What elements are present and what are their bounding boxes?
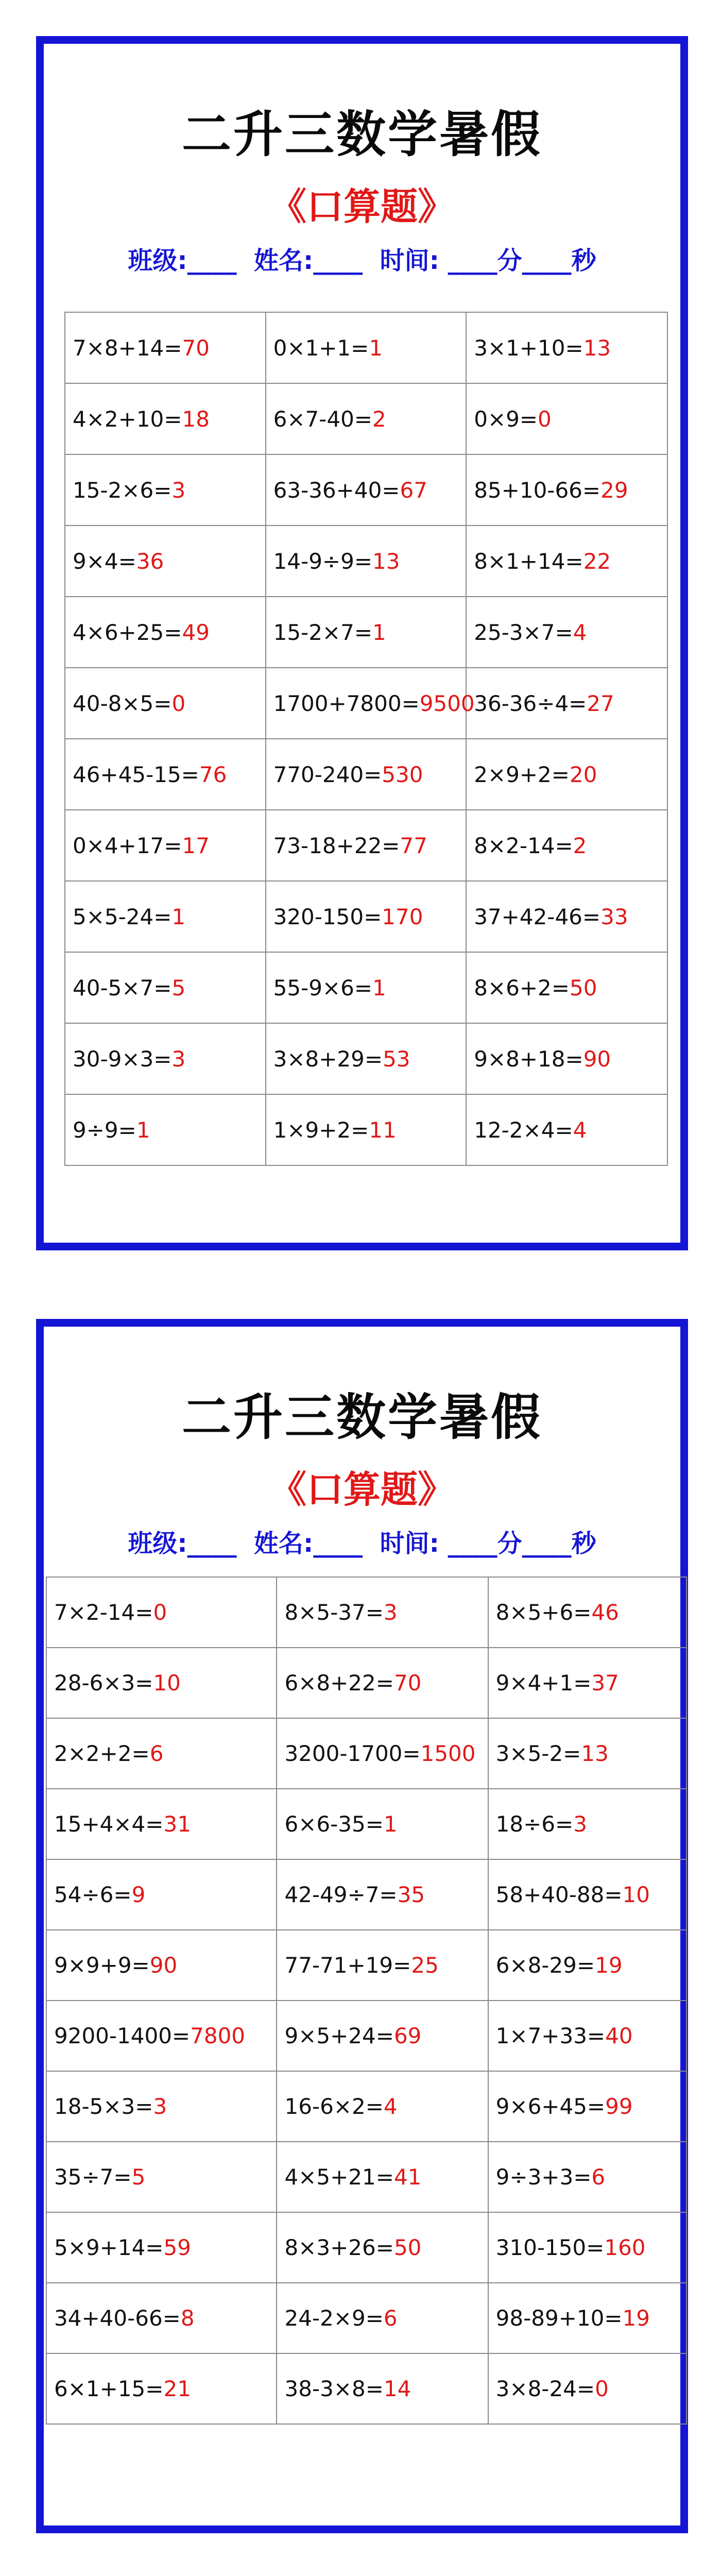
table-row xyxy=(46,1930,686,2001)
table-row xyxy=(65,312,667,383)
problem-answer: 67 xyxy=(400,477,427,503)
problem-cell xyxy=(488,1648,686,1718)
problem-cell xyxy=(488,2001,686,2071)
table-row xyxy=(46,1859,686,1930)
table-row xyxy=(65,739,667,810)
worksheet-page-1 xyxy=(36,36,688,1250)
problem-cell xyxy=(65,1094,266,1165)
problem-answer: 19 xyxy=(622,2306,650,2331)
problem-cell xyxy=(266,952,467,1023)
arithmetic-grid xyxy=(64,312,668,1166)
problem-cell xyxy=(277,1789,488,1859)
table-row xyxy=(65,881,667,952)
table-row xyxy=(65,952,667,1023)
problem-answer: 1 xyxy=(372,619,386,645)
problem-answer: 50 xyxy=(569,975,597,1001)
problem-expression: 77-71+19= xyxy=(284,1953,411,1978)
problem-expression: 35÷7= xyxy=(54,2164,132,2190)
problem-answer: 10 xyxy=(153,1670,181,1696)
problem-expression: 36-36÷4= xyxy=(474,690,587,716)
problem-answer: 6 xyxy=(149,1741,164,1766)
problem-answer: 0 xyxy=(171,690,186,716)
problem-cell xyxy=(65,1023,266,1094)
problem-expression: 6×8+22= xyxy=(284,1670,394,1696)
problem-expression: 2×2+2= xyxy=(54,1741,150,1766)
problem-answer: 160 xyxy=(604,2235,646,2260)
problem-cell xyxy=(65,597,266,668)
table-row xyxy=(65,1094,667,1165)
problem-expression: 1700+7800= xyxy=(273,690,420,716)
problem-expression: 8×5+6= xyxy=(495,1600,592,1625)
problem-expression: 9×6+45= xyxy=(495,2094,606,2119)
problem-expression: 320-150= xyxy=(273,904,382,929)
table-row xyxy=(46,2353,686,2424)
problem-cell xyxy=(466,526,667,597)
table-row xyxy=(46,1789,686,1859)
problem-expression: 18-5×3= xyxy=(54,2094,153,2119)
student-info-line: 班级:____ 姓名:____ 时间: ____分____秒 xyxy=(128,246,596,275)
problem-answer: 3 xyxy=(171,477,186,503)
problem-cell xyxy=(277,2142,488,2212)
problem-answer: 99 xyxy=(605,2094,633,2119)
problem-answer: 20 xyxy=(569,761,597,787)
problem-cell xyxy=(65,881,266,952)
problem-answer: 2 xyxy=(573,833,587,858)
table-row xyxy=(46,2071,686,2142)
problem-cell xyxy=(46,1789,277,1859)
problem-cell xyxy=(488,2142,686,2212)
problem-cell xyxy=(488,1859,686,1930)
problem-expression: 770-240= xyxy=(273,761,382,787)
problem-answer: 70 xyxy=(182,335,210,361)
problem-expression: 2×9+2= xyxy=(474,761,570,787)
problem-answer: 3 xyxy=(171,1046,186,1072)
problem-cell xyxy=(266,668,475,739)
problem-answer: 90 xyxy=(583,1046,611,1072)
problem-answer: 22 xyxy=(583,548,611,574)
problem-cell xyxy=(466,881,667,952)
problem-answer: 77 xyxy=(400,833,427,858)
problem-answer: 76 xyxy=(199,761,227,787)
problem-cell xyxy=(277,1648,488,1718)
problem-answer: 17 xyxy=(182,833,210,858)
problem-answer: 14 xyxy=(383,2376,411,2401)
problem-expression: 7×2-14= xyxy=(54,1600,153,1625)
problem-cell xyxy=(266,810,467,881)
problem-cell xyxy=(65,739,266,810)
table-row xyxy=(65,1023,667,1094)
problem-answer: 27 xyxy=(587,690,614,716)
problem-cell xyxy=(466,1094,667,1165)
problem-answer: 5 xyxy=(131,2164,146,2190)
problem-expression: 25-3×7= xyxy=(474,619,573,645)
problem-answer: 41 xyxy=(393,2164,422,2190)
problem-expression: 4×5+21= xyxy=(284,2164,394,2190)
problem-cell xyxy=(277,2001,488,2071)
problem-expression: 15-2×7= xyxy=(273,619,373,645)
problem-answer: 4 xyxy=(573,619,587,645)
problem-answer: 3 xyxy=(573,1811,587,1837)
problem-expression: 6×8-29= xyxy=(495,1953,595,1978)
problem-expression: 3200-1700= xyxy=(284,1741,421,1766)
problem-answer: 90 xyxy=(149,1953,178,1978)
table-row xyxy=(65,454,667,526)
table-row xyxy=(46,2142,686,2212)
problem-expression: 8×6+2= xyxy=(474,975,570,1001)
problem-answer: 6 xyxy=(591,2164,606,2190)
problem-answer: 9500 xyxy=(419,690,475,716)
problem-cell xyxy=(46,1577,277,1648)
problem-cell xyxy=(466,597,667,668)
problem-cell xyxy=(277,2212,488,2283)
problem-expression: 15-2×6= xyxy=(73,477,172,503)
problem-cell xyxy=(488,2071,686,2142)
problem-cell xyxy=(46,2212,277,2283)
problem-answer: 19 xyxy=(595,1953,623,1978)
problem-expression: 8×2-14= xyxy=(474,833,573,858)
problem-expression: 8×3+26= xyxy=(284,2235,394,2260)
problem-expression: 8×5-37= xyxy=(284,1600,384,1625)
problem-expression: 5×9+14= xyxy=(54,2235,164,2260)
problem-expression: 24-2×9= xyxy=(284,2306,384,2331)
problem-cell xyxy=(266,312,467,383)
problem-expression: 3×8-24= xyxy=(495,2376,595,2401)
problem-answer: 3 xyxy=(153,2094,167,2119)
problem-cell xyxy=(46,2071,277,2142)
problem-cell xyxy=(266,1094,467,1165)
problem-expression: 9×4+1= xyxy=(495,1670,592,1696)
problem-expression: 18÷6= xyxy=(495,1811,574,1837)
problem-expression: 16-6×2= xyxy=(284,2094,384,2119)
problem-cell xyxy=(46,2283,277,2353)
problem-answer: 25 xyxy=(411,1953,439,1978)
problem-cell xyxy=(277,1859,488,1930)
problem-cell xyxy=(277,2071,488,2142)
problem-answer: 49 xyxy=(182,619,210,645)
problem-expression: 9×8+18= xyxy=(474,1046,583,1072)
problem-cell xyxy=(277,1577,488,1648)
problem-expression: 7×8+14= xyxy=(73,335,182,361)
problem-expression: 46+45-15= xyxy=(73,761,199,787)
problem-cell xyxy=(65,383,266,454)
problem-cell xyxy=(466,454,667,526)
table-row xyxy=(46,2212,686,2283)
problem-answer: 50 xyxy=(393,2235,422,2260)
table-row xyxy=(65,597,667,668)
problem-answer: 4 xyxy=(573,1117,587,1143)
problem-cell xyxy=(277,2283,488,2353)
problem-cell xyxy=(277,2353,488,2424)
problem-answer: 5 xyxy=(171,975,186,1001)
worksheet-subtitle: 《口算题》 xyxy=(269,185,455,228)
problem-answer: 1 xyxy=(383,1811,398,1837)
problem-answer: 9 xyxy=(131,1882,146,1907)
problem-expression: 9÷3+3= xyxy=(495,2164,592,2190)
problem-cell xyxy=(46,2142,277,2212)
problem-cell xyxy=(488,2283,686,2353)
problem-expression: 310-150= xyxy=(495,2235,605,2260)
problem-cell xyxy=(65,526,266,597)
problem-answer: 13 xyxy=(372,548,400,574)
problem-cell xyxy=(466,952,667,1023)
problem-answer: 6 xyxy=(383,2306,398,2331)
problem-answer: 10 xyxy=(622,1882,650,1907)
problem-answer: 69 xyxy=(393,2023,422,2048)
problem-answer: 53 xyxy=(383,1046,410,1072)
problem-expression: 1×7+33= xyxy=(495,2023,606,2048)
problem-expression: 37+42-46= xyxy=(474,904,601,929)
problem-answer: 1 xyxy=(171,904,186,929)
student-info-line: 班级:____ 姓名:____ 时间: ____分____秒 xyxy=(128,1529,596,1558)
problem-cell xyxy=(466,668,667,739)
problem-answer: 7800 xyxy=(190,2023,246,2048)
problem-answer: 31 xyxy=(163,1811,191,1837)
problem-cell xyxy=(46,1930,277,2001)
problem-answer: 46 xyxy=(591,1600,619,1625)
problem-expression: 6×7-40= xyxy=(273,406,373,432)
problem-expression: 0×1+1= xyxy=(273,335,369,361)
problem-cell xyxy=(46,1648,277,1718)
problem-expression: 3×8+29= xyxy=(273,1046,383,1072)
problem-answer: 13 xyxy=(581,1741,609,1766)
problem-cell xyxy=(46,2353,277,2424)
problem-cell xyxy=(65,668,266,739)
problem-answer: 3 xyxy=(383,1600,398,1625)
problem-cell xyxy=(277,1718,488,1789)
table-row xyxy=(65,810,667,881)
problem-expression: 54÷6= xyxy=(54,1882,132,1907)
problem-expression: 3×1+10= xyxy=(474,335,583,361)
problem-answer: 1 xyxy=(372,975,386,1001)
problem-cell xyxy=(46,1859,277,1930)
problem-cell xyxy=(266,597,467,668)
problem-expression: 9200-1400= xyxy=(54,2023,191,2048)
problem-cell xyxy=(466,810,667,881)
problem-expression: 5×5-24= xyxy=(73,904,172,929)
problem-expression: 9÷9= xyxy=(73,1117,136,1143)
problem-cell xyxy=(65,952,266,1023)
table-row xyxy=(46,2001,686,2071)
problem-cell xyxy=(65,454,266,526)
problem-expression: 34+40-66= xyxy=(54,2306,181,2331)
problem-answer: 70 xyxy=(393,1670,422,1696)
problem-answer: 2 xyxy=(372,406,386,432)
problem-expression: 55-9×6= xyxy=(273,975,373,1001)
table-row xyxy=(46,2283,686,2353)
problem-expression: 38-3×8= xyxy=(284,2376,384,2401)
problem-expression: 3×5-2= xyxy=(495,1741,581,1766)
problem-answer: 40 xyxy=(605,2023,633,2048)
problem-expression: 73-18+22= xyxy=(273,833,400,858)
problem-expression: 9×9+9= xyxy=(54,1953,150,1978)
problem-answer: 0 xyxy=(153,1600,167,1625)
problem-cell xyxy=(266,454,467,526)
problem-answer: 530 xyxy=(382,761,423,787)
problem-answer: 1 xyxy=(136,1117,150,1143)
table-row xyxy=(46,1577,686,1648)
problem-expression: 40-5×7= xyxy=(73,975,172,1001)
problem-expression: 28-6×3= xyxy=(54,1670,153,1696)
problem-expression: 4×2+10= xyxy=(73,406,182,432)
problem-cell xyxy=(46,1718,277,1789)
table-row xyxy=(65,383,667,454)
arithmetic-grid xyxy=(46,1577,687,2425)
table-row xyxy=(46,1718,686,1789)
problem-expression: 58+40-88= xyxy=(495,1882,623,1907)
problem-expression: 9×5+24= xyxy=(284,2023,394,2048)
problem-expression: 12-2×4= xyxy=(474,1117,573,1143)
problem-cell xyxy=(266,739,467,810)
problem-cell xyxy=(488,2212,686,2283)
problem-answer: 21 xyxy=(163,2376,191,2401)
problem-expression: 0×4+17= xyxy=(73,833,182,858)
problem-answer: 33 xyxy=(600,904,628,929)
problem-answer: 0 xyxy=(538,406,552,432)
table-row xyxy=(65,668,667,739)
problem-expression: 0×9= xyxy=(474,406,538,432)
problem-expression: 30-9×3= xyxy=(73,1046,172,1072)
problem-cell xyxy=(488,1577,686,1648)
problem-expression: 40-8×5= xyxy=(73,690,172,716)
problem-answer: 59 xyxy=(163,2235,191,2260)
worksheet-title: 二升三数学暑假 xyxy=(182,1388,542,1446)
problem-cell xyxy=(466,739,667,810)
table-row xyxy=(46,1648,686,1718)
problem-cell xyxy=(266,383,467,454)
problem-expression: 85+10-66= xyxy=(474,477,601,503)
problem-answer: 29 xyxy=(600,477,628,503)
problem-answer: 8 xyxy=(180,2306,195,2331)
problem-cell xyxy=(488,1930,686,2001)
worksheet-title: 二升三数学暑假 xyxy=(182,106,542,163)
problem-answer: 18 xyxy=(182,406,210,432)
problem-cell xyxy=(277,1930,488,2001)
problem-expression: 15+4×4= xyxy=(54,1811,164,1837)
problem-answer: 170 xyxy=(382,904,423,929)
problem-expression: 42-49÷7= xyxy=(284,1882,398,1907)
worksheet-subtitle: 《口算题》 xyxy=(269,1468,455,1511)
problem-expression: 14-9÷9= xyxy=(273,548,373,574)
problem-cell xyxy=(488,1789,686,1859)
problem-cell xyxy=(266,526,467,597)
problem-cell xyxy=(466,383,667,454)
problem-expression: 9×4= xyxy=(73,548,136,574)
problem-answer: 37 xyxy=(591,1670,619,1696)
problem-cell xyxy=(266,1023,467,1094)
problem-answer: 0 xyxy=(595,2376,609,2401)
problem-answer: 4 xyxy=(383,2094,398,2119)
problem-cell xyxy=(466,312,667,383)
problem-answer: 36 xyxy=(136,548,164,574)
problem-cell xyxy=(266,881,467,952)
problem-cell xyxy=(65,312,266,383)
problem-expression: 6×6-35= xyxy=(284,1811,384,1837)
problem-expression: 63-36+40= xyxy=(273,477,400,503)
problem-expression: 4×6+25= xyxy=(73,619,182,645)
worksheet-page-2 xyxy=(36,1319,688,2533)
problem-answer: 13 xyxy=(583,335,611,361)
problem-expression: 8×1+14= xyxy=(474,548,583,574)
table-row xyxy=(65,526,667,597)
problem-cell xyxy=(488,1718,686,1789)
problem-answer: 1 xyxy=(369,335,383,361)
problem-answer: 11 xyxy=(369,1117,397,1143)
problem-cell xyxy=(466,1023,667,1094)
problem-expression: 98-89+10= xyxy=(495,2306,623,2331)
problem-cell xyxy=(488,2353,686,2424)
problem-expression: 1×9+2= xyxy=(273,1117,369,1143)
problem-cell xyxy=(46,2001,277,2071)
problem-answer: 1500 xyxy=(420,1741,476,1766)
problem-answer: 35 xyxy=(397,1882,425,1907)
problem-expression: 6×1+15= xyxy=(54,2376,164,2401)
problem-cell xyxy=(65,810,266,881)
